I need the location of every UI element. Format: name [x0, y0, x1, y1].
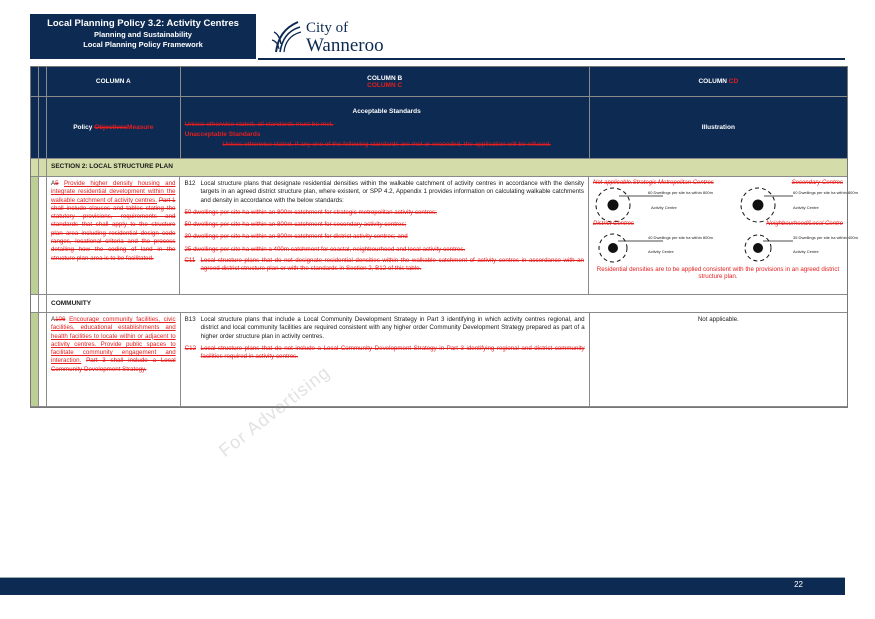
secondary-centre-label: Activity Centre [792, 205, 819, 210]
community-row [31, 295, 847, 313]
header-title-block [30, 14, 256, 59]
community-title: COMMUNITY [47, 295, 847, 313]
header-rule [258, 58, 845, 60]
policy-measure-header: Policy ObjectivesMeasure [47, 97, 181, 159]
b12-bullet: 50 dwellings per site ha within an 800m catchment for secondary activity centres; [184, 221, 407, 229]
secondary-density-label: 60 Dwellings per site ha within 800m [792, 190, 858, 195]
density-illustration: Not applicable.Strategic Metropolitan Centres Secondary Centres 60 Dwellings per site ha within 800m Activity Centre 60 Dwellings per site ha within 800m Activity Centre 40 Dwellings per site ha within 800m Activity Centre 35 Dwellings per site ha within 400m Activity Centre District Centres Neighbourhood/Local Centre Residential densities are to be applied consistent with the provisions in an agreed district structure plan. [589, 177, 847, 295]
page-number: 22 [794, 580, 803, 589]
standards-header: Acceptable Standards Unless otherwise stated, all standards must be met. Unacceptable Standards Unless otherwise stated, if any one of the following standards are met or exceeded, the application will be refused. [181, 97, 590, 159]
measure-a5: A5 Provide higher density housing and integrate residential development within the walkable catchment of activity centres. Part 1 shall include clauses and tables stating the statutory provisions, requirements and standards that shall apply to the structure plan area including residential design code ranges, locational criteria and the process detailing how the coding of land in the structure plan area is to be facilitated. [47, 177, 181, 295]
illustration-header: Illustration [590, 97, 847, 159]
policy-table [30, 66, 858, 408]
district-centre-label: Activity Centre [647, 249, 674, 254]
b12-bullet: 25 dwellings per site ha within a 400m catchment for coastal, neighbourhood and local activity centres. [184, 245, 466, 253]
subheader-row [31, 97, 847, 159]
section-2-row [31, 159, 847, 177]
community-illustration: Not applicable. [590, 313, 847, 407]
framework-name: Local Planning Policy Framework [83, 40, 203, 49]
local-density-label: 35 Dwellings per site ha within 400m [792, 235, 858, 240]
illustration-note: Residential densities are to be applied consistent with the provisions in an agreed district structure plan. [596, 266, 840, 280]
column-b-header: COLUMN B COLUMN C [181, 67, 590, 97]
column-a-header: COLUMN A [47, 67, 181, 97]
standards-b13-c12: B13 Local structure plans that include a Local Community Development Strategy in Part 3 identifying in which activity centres regional, and district and local community facilities are required consistent with any higher order Community Development Strategy prepared as part of a higher order structure plan in activity centres. C12 Local structure plans that do not include a Local Community Development Strategy in Part 3 identifying regional and district community facilities required in activity centres. [181, 313, 590, 407]
policy-title: Local Planning Policy 3.2: Activity Centres [47, 18, 239, 29]
b12-bullet: 50 dwellings per site ha within an 800m catchment for strategic metropolitan activity centres; [184, 208, 437, 216]
community-measures-row [31, 313, 847, 407]
local-structure-plan-row [31, 177, 858, 295]
b12-bullet: 30 dwellings per site ha within an 800m catchment for district activity centres; and [184, 233, 408, 241]
local-centre-label: Activity Centre [792, 249, 819, 254]
section-2-title: SECTION 2: LOCAL STRUCTURE PLAN [47, 159, 847, 177]
column-header-row [31, 67, 847, 97]
district-density-label: 40 Dwellings per site ha within 800m [647, 235, 713, 240]
advertising-watermark: For Advertising [215, 361, 334, 461]
standards-b12-c11: B12 Local structure plans that designate residential densities within the walkable catchment of activity centres in accordance with the density targets in an agreed district structure plan, where existent, or SPP 4.2, Appendix 1 provides information on calculating walkable catchments and density in accordance with the below standards: 50 dwellings per site ha within an 800m catchment for strategic metropolitan activity centres; 50 dwellings per site ha within an 800m catchment for secondary activity centres; 30 dwellings per site ha within an 800m catchment for district activity centres; and 25 dwellings per site ha within a 400m catchment for coastal, neighbourhood and local activity centres. C11 Local structure plans that do not designate residential densities within the walkable catchment of activity centres in accordance with an agreed district structure plan or with the standards in Section 2, B12 of this table. [180, 177, 589, 295]
department-name: Planning and Sustainability [94, 30, 192, 39]
wanneroo-logo-icon [270, 18, 304, 56]
column-c-header: COLUMN CD [590, 67, 847, 97]
strategic-centre-label: Activity Centre [650, 205, 677, 210]
measure-a6: A106 Encourage community facilities, civic facilities, educational establishments and health facilities to locate within or adjacent to activity centres. Provide public spaces to facilitate community engagement and interaction. Part 3 shall include a Local Community Development Strategy. [47, 313, 181, 407]
strategic-density-label: 60 Dwellings per site ha within 800m [647, 190, 713, 195]
city-logo [270, 14, 384, 59]
page-header [30, 14, 845, 59]
page-footer [0, 578, 845, 595]
logo-line-city: City of [306, 19, 349, 36]
logo-line-wanneroo: Wanneroo [306, 34, 384, 56]
